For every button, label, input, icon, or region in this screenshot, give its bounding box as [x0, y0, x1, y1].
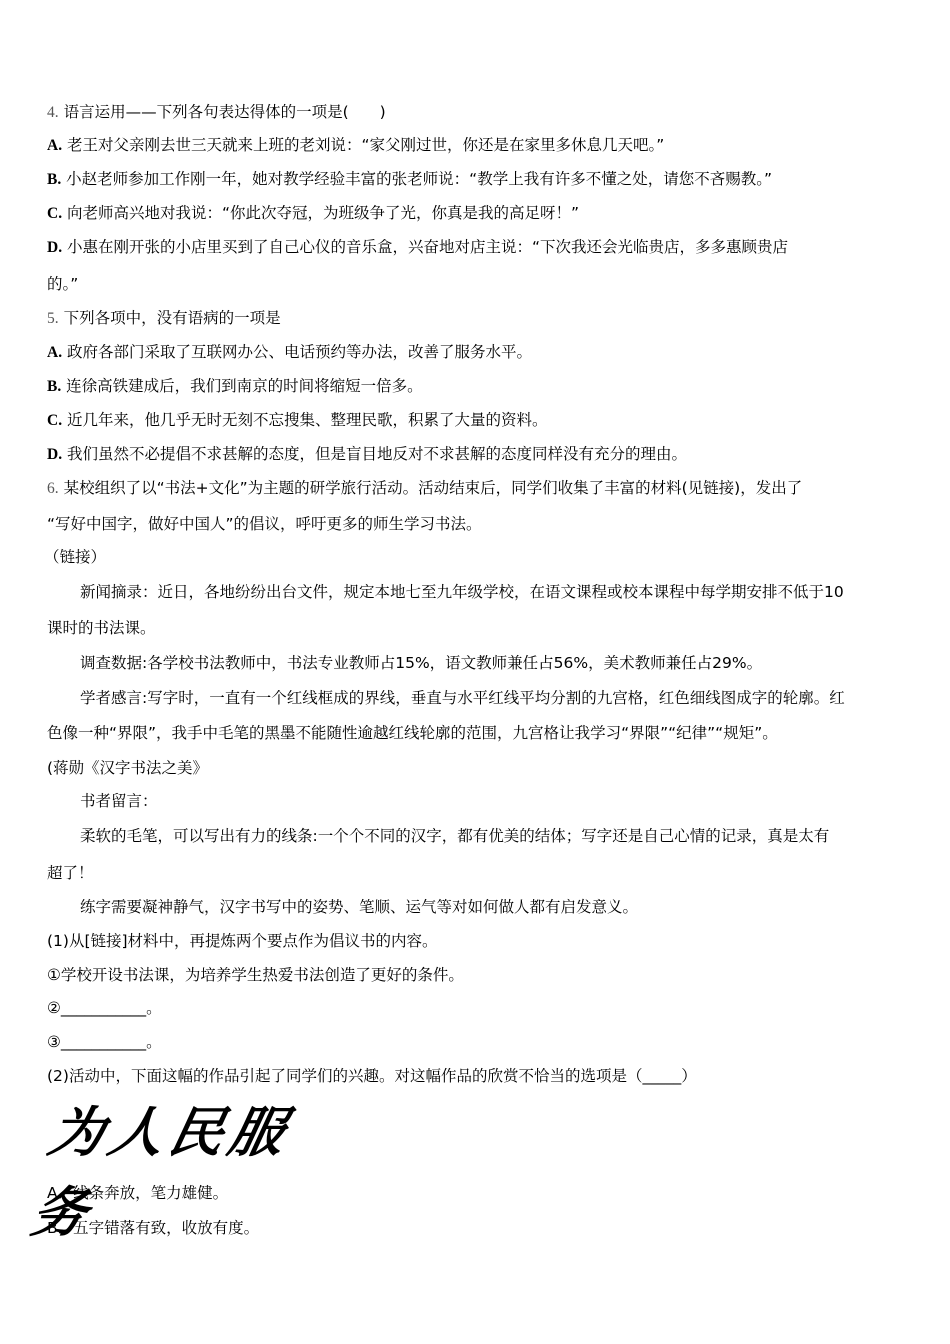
q5-option-a: A. 政府各部门采取了互联网办公、电话预约等办法，改善了服务水平。 [47, 343, 533, 361]
writer-message: 柔软的毛笔，可以写出有力的线条:一个个不同的汉字，都有优美的结体；写字还是自己心情的记录，真是太有 [80, 827, 830, 845]
q4-option-c: C. 向老师高兴地对我说：“你此次夺冠，为班级争了光，你真是我的高足呀！” [47, 204, 580, 222]
q4-option-a: A. 老王对父亲刚去世三天就来上班的老刘说：“家父刚过世，你还是在家里多休息几天吧。” [47, 136, 665, 154]
q5-option-d: D. 我们虽然不必提倡不求甚解的态度，但是盲目地反对不求甚解的态度同样没有充分的理由。 [47, 445, 688, 463]
point-2-blank: ②___________。 [47, 999, 162, 1017]
sub2-option-b: B．五字错落有致，收放有度。 [47, 1219, 260, 1237]
writer-message-2: 练字需要凝神静气，汉字书写中的姿势、笔顺、运气等对如何做人都有启发意义。 [80, 898, 639, 916]
q4-option-b: B. 小赵老师参加工作刚一年，她对教学经验丰富的张老师说：“教学上我有许多不懂之处，请您不吝赐教。” [47, 170, 772, 188]
q4-stem: 4. 语言运用——下列各句表达得体的一项是( ) [47, 103, 386, 121]
q6-stem: 6. 某校组织了以“书法+文化”为主题的研学旅行活动。活动结束后，同学们收集了丰富的材料(见链接)，发出了 [47, 479, 803, 497]
q6-stem-cont: “写好中国字，做好中国人”的倡议，呼吁更多的师生学习书法。 [47, 515, 482, 533]
scholar-quote: 学者感言:写字时，一直有一个红线框成的界线，垂直与水平红线平均分割的九宫格，红色细线图成字的轮廓。红 [80, 689, 845, 707]
sub2-option-a: A．线条奔放，笔力雄健。 [47, 1184, 229, 1202]
q5-stem: 5. 下列各项中，没有语病的一项是 [47, 309, 281, 327]
source-citation: (蒋勋《汉字书法之美》 [47, 759, 209, 777]
news-excerpt-cont: 课时的书法课。 [47, 619, 156, 637]
news-excerpt: 新闻摘录：近日，各地纷纷出台文件，规定本地七至九年级学校，在语文课程或校本课程中每学期安排不低于10 [80, 583, 844, 601]
scholar-quote-cont: 色像一种“界限”，我手中毛笔的黑墨不能随性逾越红线轮廓的范围，九宫格让我学习“界限”“纪律”“规矩”。 [47, 724, 778, 742]
writer-title: 书者留言： [80, 792, 158, 810]
q4-option-d-cont: 的。” [47, 275, 79, 293]
q4-option-d: D. 小惠在刚开张的小店里买到了自己心仪的音乐盒，兴奋地对店主说：“下次我还会光临贵店，多多惠顾贵店 [47, 238, 789, 256]
survey-data: 调查数据:各学校书法教师中，书法专业教师占15%，语文教师兼任占56%，美术教师兼任占29%。 [80, 654, 763, 672]
sub-question-2: (2)活动中，下面这幅的作品引起了同学们的兴趣。对这幅作品的欣赏不恰当的选项是（_____） [47, 1067, 697, 1085]
point-1: ①学校开设书法课，为培养学生热爱书法创造了更好的条件。 [47, 966, 464, 984]
sub-question-1: (1)从[链接]材料中，再提炼两个要点作为倡议书的内容。 [47, 932, 438, 950]
q5-option-c: C. 近几年来，他几乎无时无刻不忘搜集、整理民歌，积累了大量的资料。 [47, 411, 548, 429]
calligraphy-artwork: 为人民服务 [26, 1100, 297, 1244]
writer-message-cont: 超了！ [47, 864, 94, 882]
q5-option-b: B. 连徐高铁建成后，我们到南京的时间将缩短一倍多。 [47, 377, 423, 395]
link-heading: （链接） [44, 548, 107, 566]
point-3-blank: ③___________。 [47, 1033, 162, 1051]
